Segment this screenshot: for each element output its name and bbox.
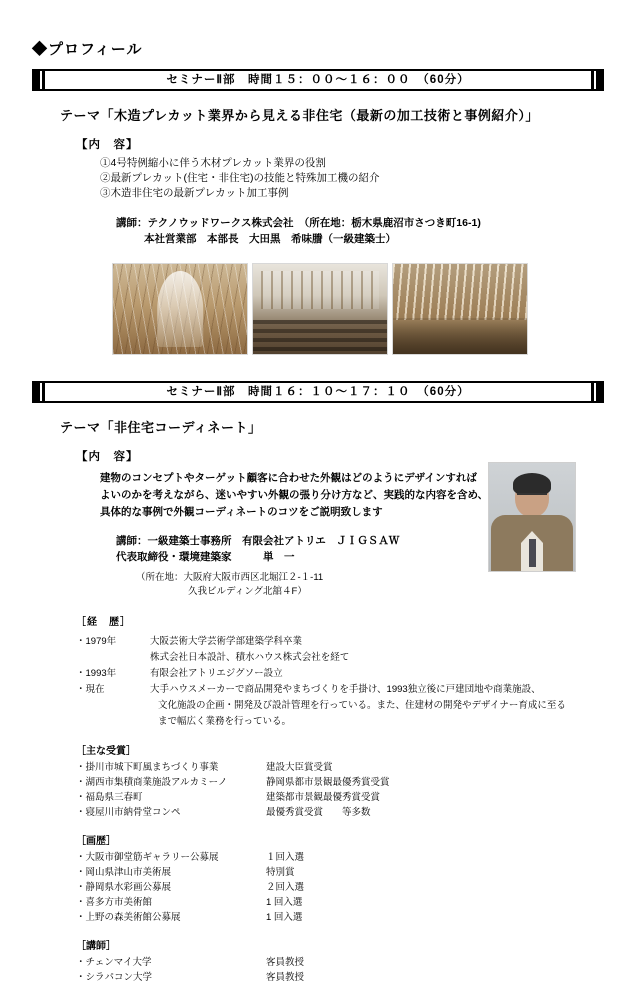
photo-auditorium <box>252 263 388 355</box>
exhibition-row <box>76 880 604 895</box>
career-label: ［経 歴］ <box>76 617 131 628</box>
exhibition-name: ・岡山県津山市美術展 <box>76 867 172 878</box>
career-text: 株式会社日本設計、積水ハウス株式会社を経て <box>150 652 350 663</box>
seminar1-lecturer <box>116 215 604 247</box>
photo-truss-hall <box>112 263 248 355</box>
description-line: よいのかを考えながら、迷いやすい外観の張り分け方など、実践的な内容を含め、 <box>100 489 489 501</box>
lectureship-row <box>76 970 604 985</box>
exhibition-row <box>76 865 604 880</box>
band-left-block <box>32 71 40 89</box>
portrait-tie <box>529 539 536 567</box>
award-row <box>76 805 604 820</box>
lectureship-name: ・シラパコン大学 <box>76 972 153 983</box>
exhibition-value: １回入選 <box>266 852 305 863</box>
exhibition-row <box>76 895 604 910</box>
award-name: ・湖西市集積商業施設アルカミーノ <box>76 777 228 788</box>
exhibition-value: 1 回入選 <box>266 897 303 908</box>
lectureship-name: ・チェンマイ大学 <box>76 957 152 968</box>
seminar1-lecturer-line2: 本社営業部 本部長 大田黒 希味謄（一級建築士） <box>144 233 396 245</box>
seminar2-address <box>136 571 604 599</box>
exhibitions-label: ［画歴］ <box>76 836 116 847</box>
exhibitions-list <box>76 850 604 925</box>
career-list <box>76 634 604 730</box>
exhibition-row <box>76 850 604 865</box>
award-row <box>76 790 604 805</box>
awards-label: ［主な受賞］ <box>76 746 136 757</box>
award-name: ・福島県三春町 <box>76 792 143 803</box>
career-row <box>158 714 604 730</box>
lecturer-portrait-photo <box>488 462 576 572</box>
career-row <box>76 666 604 682</box>
lectureship-label: ［講師］ <box>76 941 116 952</box>
career-text: 文化施設の企画・開発及び設計管理を行っている。また、住建材の開発やデザイナー育成に至る <box>158 700 566 711</box>
career-year: ・1993年 <box>76 668 117 679</box>
career-row <box>76 682 604 698</box>
career-text: 有限会社アトリエジグソー設立 <box>150 668 283 679</box>
description-line: 具体的な事例で外観コーディネートのコツをご説明致します <box>100 506 383 518</box>
exhibition-name: ・大阪市御堂筋ギャラリー公募展 <box>76 852 219 863</box>
seminar2-band-text: セミナーⅡ部 時間１６：１０～１７：１０ （60分） <box>166 386 470 398</box>
list-item: ①4号特例縮小に伴う木材プレカット業界の役割 <box>100 157 326 169</box>
award-value: 最優秀賞受賞 等多数 <box>266 807 371 818</box>
award-value: 建築都市景観最優秀賞受賞 <box>266 792 381 803</box>
seminar1-photo-row <box>112 263 604 355</box>
photo-wood-ceiling <box>392 263 528 355</box>
seminar2-band <box>32 381 604 403</box>
career-row <box>158 698 604 714</box>
award-value: 建設大臣賞受賞 <box>266 762 333 773</box>
award-value: 静岡県都市景観最優秀賞受賞 <box>266 777 390 788</box>
exhibition-value: ２回入選 <box>266 882 305 893</box>
award-name: ・掛川市城下町風まちづくり事業 <box>76 762 219 773</box>
list-item: ②最新プレカット(住宅・非住宅)の技能と特殊加工機の紹介 <box>100 172 380 184</box>
exhibition-name: ・上野の森美術館公募展 <box>76 912 181 923</box>
career-year: ・現在 <box>76 684 105 695</box>
seminar2-lecturer-line1: 講師：一級建築士事務所 有限会社アトリエ ＪＩＧＳＡＷ <box>116 535 400 547</box>
band-right-rule <box>591 71 594 89</box>
career-text: 大手ハウスメーカーで商品開発やまちづくりを手掛け、1993独立後に戸建団地や商業施設、 <box>150 684 541 695</box>
lectureship-list <box>76 955 604 985</box>
exhibition-row <box>76 910 604 925</box>
band-right-block <box>596 71 604 89</box>
seminar2-content-label: 【内 容】 <box>76 451 139 463</box>
exhibition-value: 特別賞 <box>266 867 295 878</box>
band-right-block <box>596 383 604 401</box>
lectureship-value: 客員教授 <box>266 957 305 968</box>
glasses-icon <box>517 493 547 503</box>
band-left-block <box>32 383 40 401</box>
seminar1-content-list <box>100 156 604 201</box>
award-row <box>76 775 604 790</box>
career-text: 大阪芸術大学芸術学部建築学科卒業 <box>150 636 303 647</box>
seminar2-lecturer-line2: 代表取締役・環境建築家 単 一 <box>116 551 295 563</box>
page-title: ◆プロフィール <box>32 41 143 58</box>
award-name: ・寝屋川市納骨堂コンペ <box>76 807 181 818</box>
address-line1: （所在地：大阪府大阪市西区北堀江２-１-11 <box>136 572 324 583</box>
awards-list <box>76 760 604 820</box>
seminar2-theme: テーマ「非住宅コーディネート」 <box>60 420 262 435</box>
seminar1-band-text: セミナーⅡ部 時間１５：００～１６：００ （60分） <box>166 74 470 86</box>
career-row <box>150 650 604 666</box>
lectureship-value: 客員教授 <box>266 972 305 983</box>
description-line: 建物のコンセプトやターゲット顧客に合わせた外観はどのようにデザインすれば <box>100 472 477 484</box>
seminar1-band <box>32 69 604 91</box>
portrait-hair <box>513 473 551 495</box>
seminar1-lecturer-line1: 講師：テクノウッドワークス株式会社 （所在地：栃木県鹿沼市さつき町16-1) <box>116 217 481 229</box>
exhibition-name: ・静岡県水彩画公募展 <box>76 882 172 893</box>
list-item: ③木造非住宅の最新プレカット加工事例 <box>100 187 289 199</box>
band-right-rule <box>591 383 594 401</box>
seminar1-content-label: 【内 容】 <box>76 139 139 151</box>
career-row <box>76 634 604 650</box>
exhibition-name: ・喜多方市美術館 <box>76 897 153 908</box>
career-year: ・1979年 <box>76 636 117 647</box>
career-text: まで幅広く業務を行っている。 <box>158 716 292 727</box>
exhibition-value: 1 回入選 <box>266 912 303 923</box>
award-row <box>76 760 604 775</box>
address-line2: 久我ビルディング北舘４F） <box>188 586 307 597</box>
seminar1-theme: テーマ「木造プレカット業界から見える非住宅（最新の加工技術と事例紹介）」 <box>60 108 539 123</box>
lectureship-row <box>76 955 604 970</box>
